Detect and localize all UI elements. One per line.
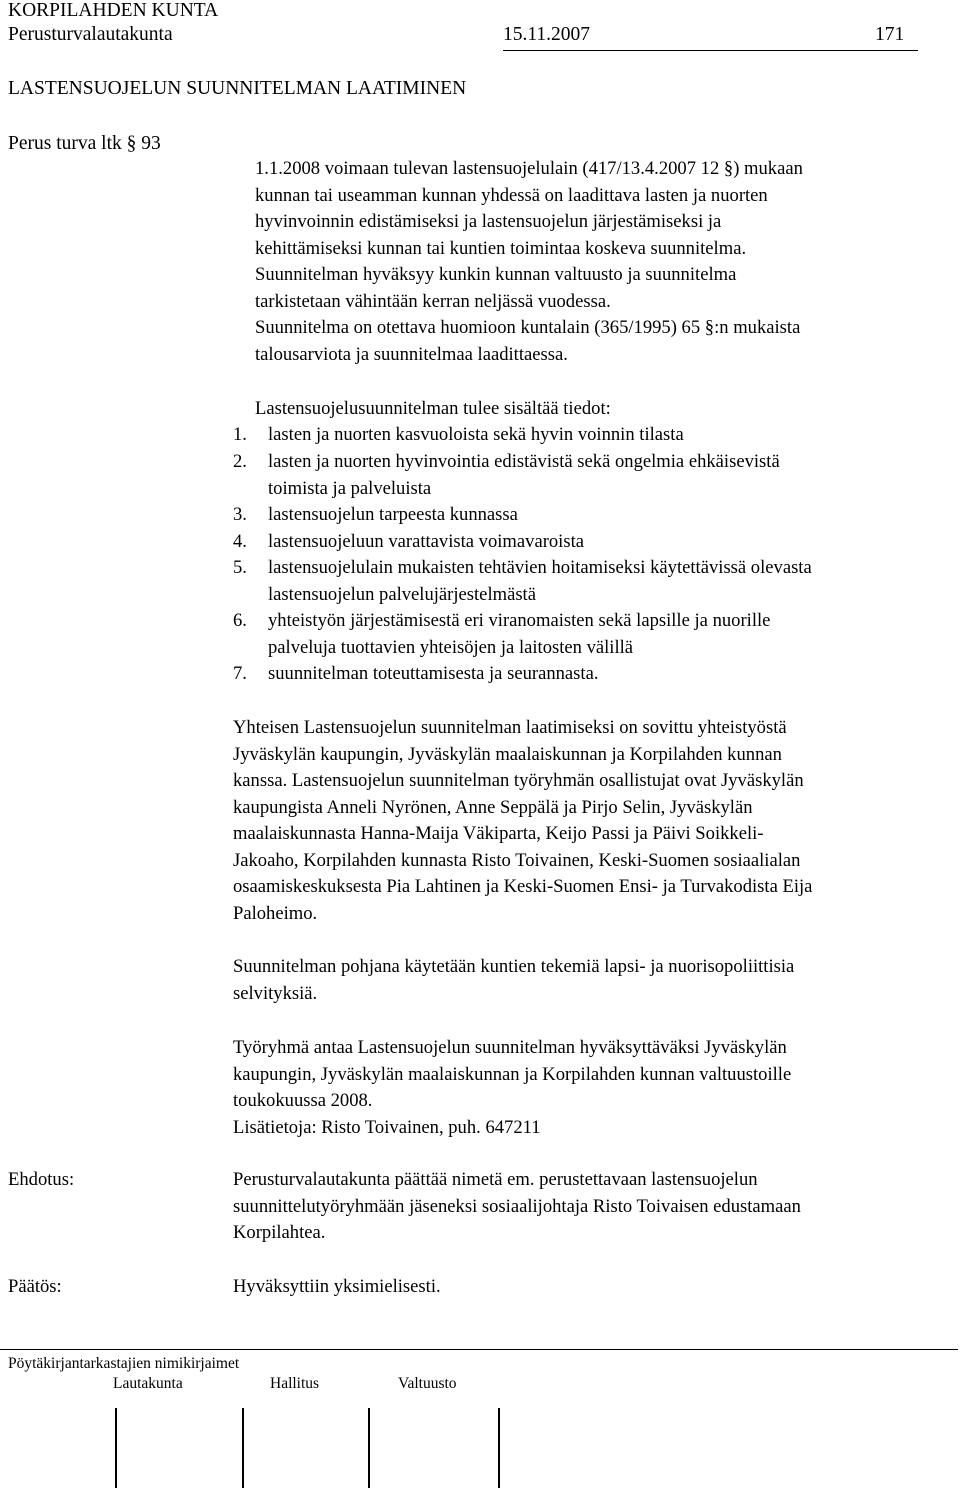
list-number: 7. [233,663,247,684]
contents-heading: Lastensuojelusuunnitelman tulee sisältää tiedot: [255,398,611,419]
list-text: palveluja tuottavien yhteisöjen ja laitosten välillä [268,636,634,658]
proposal-text [233,1167,801,1247]
list-text: lasten ja nuorten hyvinvointia edistävistä sekä ongelmia ehkäisevistä [268,451,780,472]
text-line: suunnittelutyöryhmään jäseneksi sosiaalijohtaja Risto Toivaisen edustamaan [233,1195,801,1217]
initials-divider [368,1408,370,1488]
list-text: lastensuojeluun varattavista voimavaroista [268,531,585,552]
header-underline [503,50,918,51]
text-line: kunnan tai useamman kunnan yhdessä on laadittava lasten ja nuorten [255,184,768,206]
text-line: toukokuussa 2008. [233,1090,373,1111]
text-line: Korpilahtea. [233,1222,326,1243]
text-line: Suunnitelman pohjana käytetään kuntien tekemiä lapsi- ja nuorisopoliittisia [233,956,795,977]
list-text: yhteistyön järjestämisestä eri viranomaisten sekä lapsille ja nuorille [268,610,771,631]
meeting-date: 15.11.2007 [503,24,591,45]
text-line: Jyväskylän kaupungin, Jyväskylän maalaiskunnan ja Korpilahden kunnan [233,743,782,765]
text-line: selvityksiä. [233,982,318,1004]
text-line: talousarviota ja suunnitelmaa laadittaessa. [255,343,568,365]
text-line: 1.1.2008 voimaan tulevan lastensuojelulain (417/13.4.2007 12 §) mukaan [255,158,803,179]
cooperation-paragraph [233,715,812,927]
list-text: lasten ja nuorten kasvuoloista sekä hyvin voinnin tilasta [268,424,684,445]
proposal-label: Ehdotus: [8,1169,75,1190]
text-line: Suunnitelman hyväksyy kunkin kunnan valtuusto ja suunnitelma [255,264,737,285]
page-number: 171 [875,24,905,45]
footer-label: Pöytäkirjantarkastajien nimikirjaimet [8,1355,240,1372]
text-line: hyvinvoinnin edistämiseksi ja lastensuojelun järjestämiseksi ja [255,211,722,232]
submission-paragraph [233,1035,791,1141]
list-number: 1. [233,424,247,445]
initials-divider [242,1408,244,1488]
text-line: Jakoaho, Korpilahden kunnasta Risto Toivainen, Keski-Suomen sosiaalialan [233,849,801,871]
initials-divider [498,1408,500,1488]
list-text: lastensuojelulain mukaisten tehtävien hoitamiseksi käytettävissä olevasta [268,557,812,578]
text-line: Lisätietoja: Risto Toivainen, puh. 647211 [233,1116,541,1138]
org-name: KORPILAHDEN KUNTA [8,0,219,21]
text-line: Paloheimo. [233,902,318,924]
text-line: kehittämiseksi kunnan tai kuntien toimintaa koskeva suunnitelma. [255,237,747,259]
decision-label: Päätös: [8,1276,62,1297]
list-number: 5. [233,557,247,578]
text-line: maalaiskunnasta Hanna-Maija Väkiparta, Keijo Passi ja Päivi Soikkeli- [233,823,764,844]
board-name: Perusturvalautakunta [8,24,173,45]
list-text: lastensuojelun tarpeesta kunnassa [268,504,518,525]
footer-rule [0,1349,958,1350]
basis-paragraph [233,954,794,1007]
footer-column-council: Valtuusto [398,1375,457,1392]
text-line: kanssa. Lastensuojelun suunnitelman työryhmän osallistujat ovat Jyväskylän [233,770,804,791]
text-line: Perusturvalautakunta päättää nimetä em. perustettavaan lastensuojelun [233,1169,758,1190]
list-text: toimista ja palveluista [268,477,432,499]
text-line: Suunnitelma on otettava huomioon kuntalain (365/1995) 65 §:n mukaista [255,317,801,338]
section-reference: Perus turva ltk § 93 [8,133,161,154]
intro-paragraph [255,156,803,368]
list-number: 4. [233,531,247,552]
text-line: Yhteisen Lastensuojelun suunnitelman laatimiseksi on sovittu yhteistyöstä [233,717,787,738]
text-line: kaupungin, Jyväskylän maalaiskunnan ja Korpilahden kunnan valtuustoille [233,1063,792,1085]
list-text: suunnitelman toteuttamisesta ja seurannasta. [268,663,599,684]
text-line: Työryhmä antaa Lastensuojelun suunnitelman hyväksyttäväksi Jyväskylän [233,1037,787,1058]
list-number: 6. [233,610,247,631]
decision-text: Hyväksyttiin yksimielisesti. [233,1276,441,1297]
text-line: osaamiskeskuksesta Pia Lahtinen ja Keski-Suomen Ensi- ja Turvakodista Eija [233,876,813,897]
list-number: 2. [233,451,247,472]
footer-column-board: Lautakunta [113,1375,183,1392]
page-title: LASTENSUOJELUN SUUNNITELMAN LAATIMINEN [8,78,467,99]
initials-divider [115,1408,117,1488]
text-line: tarkistetaan vähintään kerran neljässä vuodessa. [255,290,611,312]
footer-column-government: Hallitus [270,1375,320,1392]
list-number: 3. [233,504,247,525]
list-text: lastensuojelun palvelujärjestelmästä [268,583,536,605]
text-line: kaupungista Anneli Nyrönen, Anne Seppälä ja Pirjo Selin, Jyväskylän [233,796,753,818]
